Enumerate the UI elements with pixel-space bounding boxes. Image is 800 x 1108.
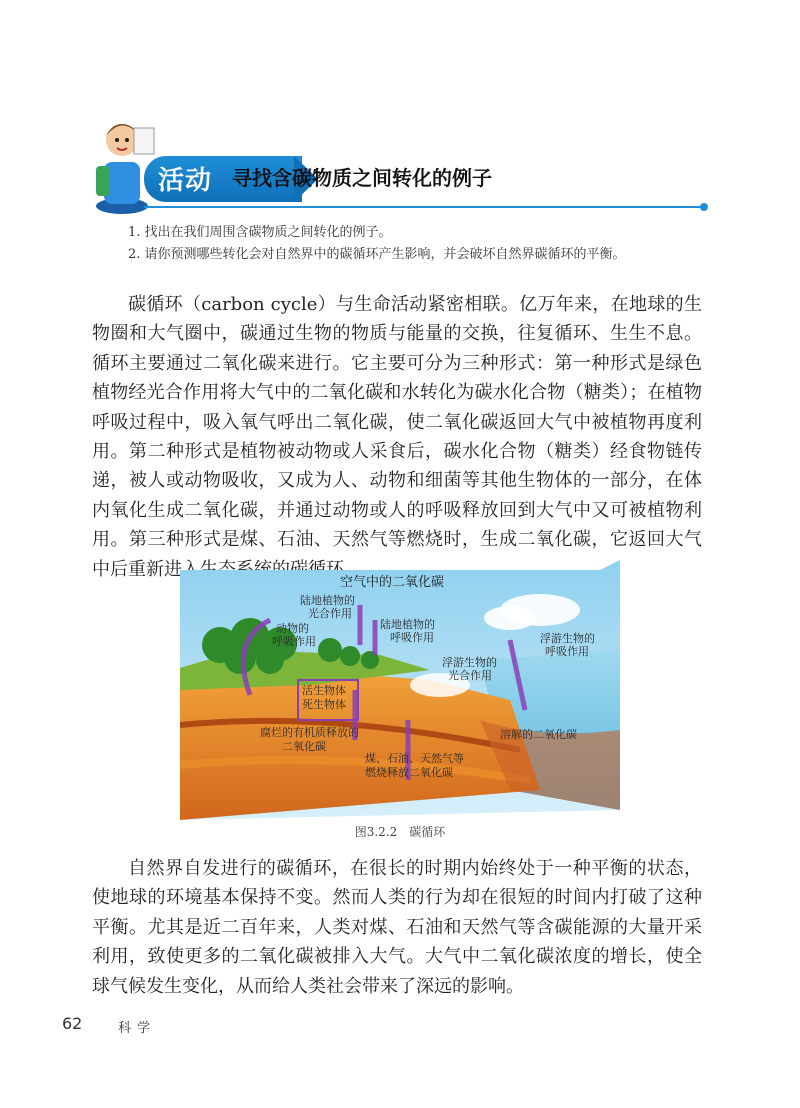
activity-task-list [128,222,626,266]
label-fuel-1: 煤、石油、天然气等 [365,752,464,765]
label-land-photo-2: 光合作用 [308,607,352,620]
page-number: 62 [62,1014,83,1033]
label-land-photo-1: 陆地植物的 [300,594,355,607]
label-plankton-resp-2: 呼吸作用 [545,645,589,658]
figure-caption: 图3.2.2 碳循环 [354,825,446,839]
activity-title: 寻找含碳物质之间转化的例子 [232,166,492,190]
label-decay-2: 二氧化碳 [282,740,326,753]
label-animal-resp-1: 动物的 [276,622,309,635]
activity-task-2: 2. 请你预测哪些转化会对自然界中的碳循环产生影响，并会破坏自然界碳循环的平衡。 [128,247,626,262]
label-plankton-photo-1: 浮游生物的 [442,656,497,669]
activity-underline-dot [700,203,708,211]
label-dissolved-co2: 溶解的二氧化碳 [500,728,577,741]
activity-header [92,110,712,220]
label-land-resp-2: 呼吸作用 [390,631,434,644]
body-paragraph-1: 碳循环（carbon cycle）与生命活动紧密相联。亿万年来，在地球的生物圈和大气圈中，碳通过生物的物质与能量的交换，往复循环、生生不息。循环主要通过二氧化碳来进行。它主要可分为三种形式：第一种形式是绿色植物经光合作用将大气中的二氧化碳和水转化为碳水化合物（糖类）；在植物呼吸过程中，吸入氧气呼出二氧化碳，使二氧化碳返回大气中被植物再度利用。第二种形式是植物被动物或人采食后，碳水化合物（糖类）经食物链传递，被人或动物吸收，又成为人、动物和细菌等其他生物体的一部分，在体内氧化生成二氧化碳，并通过动物或人的呼吸释放回到大气中又可被植物利用。第三种形式是煤、石油、天然气等燃烧时，生成二氧化碳，它返回大气中后重新进入生态系统的碳循环。 [92,294,702,580]
label-land-resp-1: 陆地植物的 [380,618,435,631]
label-living-org: 活生物体 [302,684,346,697]
carbon-cycle-figure [180,560,620,820]
body-paragraph-2: 自然界自发进行的碳循环，在很长的时期内始终处于一种平衡的状态，使地球的环境基本保持不变。然而人类的行为却在很短的时间内打破了这种平衡。尤其是近二百年来，人类对煤、石油和天然气等含碳能源的大量开采利用，致使更多的二氧化碳被排入大气。大气中二氧化碳浓度的增长，使全球气候发生变化，从而给人类社会带来了深远的影响。 [92,858,702,997]
label-air-co2: 空气中的二氧化碳 [340,575,445,590]
label-dead-org: 死生物体 [302,698,346,711]
label-fuel-2: 燃烧释放二氧化碳 [365,766,453,779]
label-plankton-photo-2: 光合作用 [448,669,492,682]
activity-badge-label: 活动 [158,166,213,196]
label-animal-resp-2: 呼吸作用 [272,635,316,648]
activity-task-1: 1. 找出在我们周围含碳物质之间转化的例子。 [128,225,392,240]
label-plankton-resp-1: 浮游生物的 [540,632,595,645]
subject-label: 科学 [118,1021,157,1036]
label-decay-1: 腐烂的有机质释放的 [260,726,359,739]
activity-underline [144,206,704,208]
